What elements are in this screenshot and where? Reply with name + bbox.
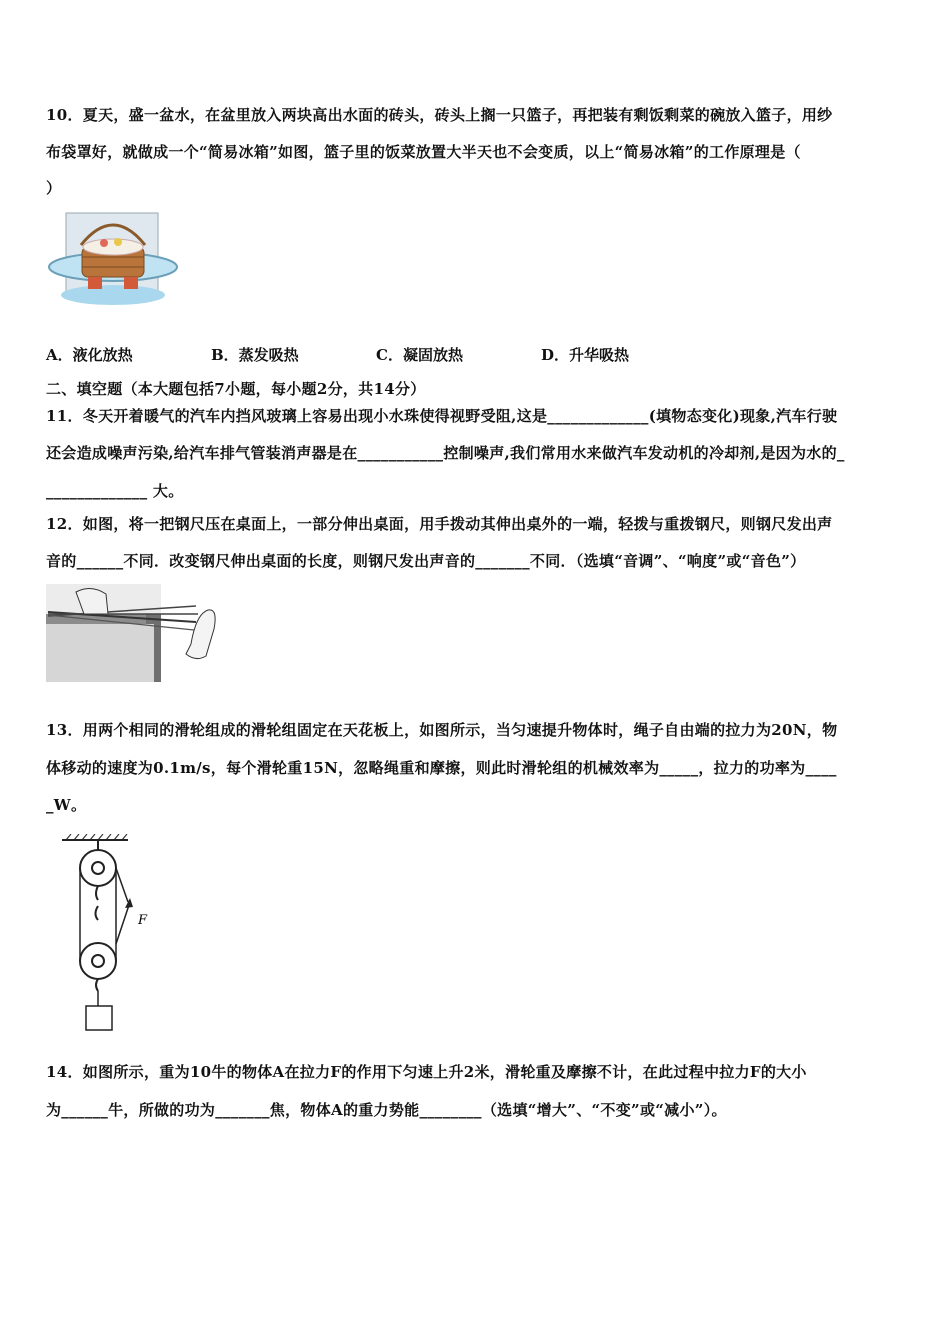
q10-text-line2: 布袋罩好，就做成一个“简易冰箱”如图，篮子里的饭菜放置大半天也不会变质，以上“简易冰箱”的工作原理是（ xyxy=(46,143,801,161)
q10-option-b: B．蒸发吸热 xyxy=(211,346,299,364)
q13-text-line2: 体移动的速度为0.1m/s，每个滑轮重15N，忽略绳重和摩擦，则此时滑轮组的机械效率为_____，拉力的功率为____ xyxy=(46,759,837,777)
q12-text-line1: 12．如图，将一把钢尺压在桌面上，一部分伸出桌面，用手拨动其伸出桌外的一端，轻拨与重拨钢尺，则钢尺发出声 xyxy=(46,515,833,533)
q13-text-line3: _W。 xyxy=(46,796,87,814)
q12-text-line2: 音的______不同．改变钢尺伸出桌面的长度，则钢尺发出声音的_______不同．（选填“音调”、“响度”或“音色”） xyxy=(46,552,806,570)
q10-option-a: A．液化放热 xyxy=(46,346,133,364)
q10-option-d: D．升华吸热 xyxy=(541,346,630,364)
q13-text-line1: 13．用两个相同的滑轮组成的滑轮组固定在天花板上，如图所示，当匀速提升物体时，绳子自由端的拉力为20N，物 xyxy=(46,721,838,739)
q11-text-line1: 11．冬天开着暖气的汽车内挡风玻璃上容易出现小水珠使得视野受阻,这是_____________(填物态变化)现象,汽车行驶 xyxy=(46,407,838,425)
q11-text-line2: 还会造成噪声污染,给汽车排气管装消声器是在___________控制噪声,我们常用水来做汽车发动机的冷却剂,是因为水的_ xyxy=(46,444,845,462)
pulley-system-figure xyxy=(60,834,160,1034)
q14-text-line2: 为______牛，所做的功为_______焦，物体A的重力势能________（选填“增大”、“不变”或“减小”）。 xyxy=(46,1101,727,1119)
q10-option-c: C．凝固放热 xyxy=(376,346,463,364)
ruler-table-figure xyxy=(46,584,221,682)
section-heading: 二、填空题（本大题包括7小题，每小题2分，共14分） xyxy=(46,380,426,398)
q11-text-line3: _____________ 大。 xyxy=(46,482,184,500)
q10-text-line1: 10．夏天，盛一盆水，在盆里放入两块高出水面的砖头，砖头上搁一只篮子，再把装有剩饭剩菜的碗放入篮子，用纱 xyxy=(46,106,833,124)
simple-fridge-figure xyxy=(46,205,181,310)
q10-text-line3: ） xyxy=(46,179,62,197)
force-label: F xyxy=(138,913,148,928)
q14-text-line1: 14．如图所示，重为10牛的物体A在拉力F的作用下匀速上升2米，滑轮重及摩擦不计，在此过程中拉力F的大小 xyxy=(46,1063,807,1081)
